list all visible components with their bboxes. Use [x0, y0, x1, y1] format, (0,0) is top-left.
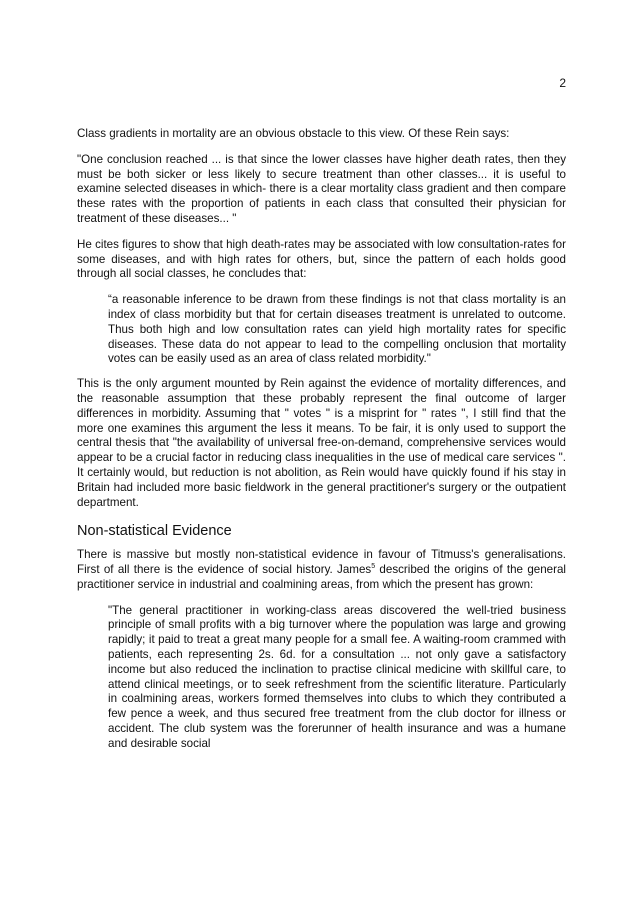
- paragraph-text-part-2: described the origins of the general practitioner service in industrial and coalmining areas, from which the present has grown:: [77, 562, 566, 591]
- section-heading: Non-statistical Evidence: [77, 523, 232, 540]
- paragraph-intro: Class gradients in mortality are an obvious obstacle to this view. Of these Rein says:: [77, 127, 510, 140]
- paragraph-text-part-1: There is massive but mostly non-statistical evidence in favour of Titmuss's generalisations. First of all there is the evidence of social history. James: [77, 548, 566, 576]
- paragraph-rein-quote: "One conclusion reached ... is that since the lower classes have higher death rates, then they must be both sicker or less likely to secure treatment than other classes... it is useful to examine selected diseases in which- there is a clear mortality class gradient and then compare these rates with the proportion of patients in each class that consulted their physician for treatment of these diseases... ": [77, 152, 566, 225]
- paragraph-figures: He cites figures to show that high death-rates may be associated with low consultation-rates for some diseases, and with high rates for others, but, since the pattern of each holds good through all social classes, he concludes that:: [77, 237, 566, 281]
- footnote-reference: 5: [371, 563, 376, 571]
- block-quote-rein: “a reasonable inference to be drawn from these findings is not that class mortality is an index of class morbidity but that for certain diseases treatment is unrelated to outcome. Thus both high and low consultation rates can yield high mortality rates for specific diseases. These data do not appear to lead to the compelling onclusion that mortality votes can be easily used as an area of class related morbidity.": [108, 293, 566, 366]
- block-quote-james: "The general practitioner in working-class areas discovered the well-tried business principle of small profits with a big turnover where the population was large and growing rapidly; it paid to treat a great many people for a small fee. A waiting-room crammed with patients, each representing 2s. 6d. for a consultation ... not only gave a satisfactory income but also reduced the inclination to practise clinical medicine with skillful care, to attend clinical meetings, or to seek refreshment from the scientific literature. Particularly in coalmining areas, workers formed themselves into clubs to which they contributed a few pence a week, and thus secured free treatment from the club doctor for illness or accident. The club system was the forerunner of health insurance and was a humane and desirable social: [108, 603, 566, 750]
- paragraph-social-history: [77, 548, 566, 592]
- document-body: [77, 127, 566, 761]
- page-number: 2: [559, 76, 566, 90]
- paragraph-argument: This is the only argument mounted by Rein against the evidence of mortality differences, and the reasonable assumption that these probably represent the final outcome of larger differences in morbidity. Assuming that " votes " is a misprint for " rates ", I still find that the more one examines this argument the less it means. To be fair, it is only used to support the central thesis that "the availability of universal free-on-demand, comprehensive services would appear to be a crucial factor in reducing class inequalities in the use of medical care services ". It certainly would, but reduction is not abolition, as Rein would have quickly found if his stay in Britain had included more basic fieldwork in the general practitioner's surgery or the outpatient department.: [77, 377, 566, 509]
